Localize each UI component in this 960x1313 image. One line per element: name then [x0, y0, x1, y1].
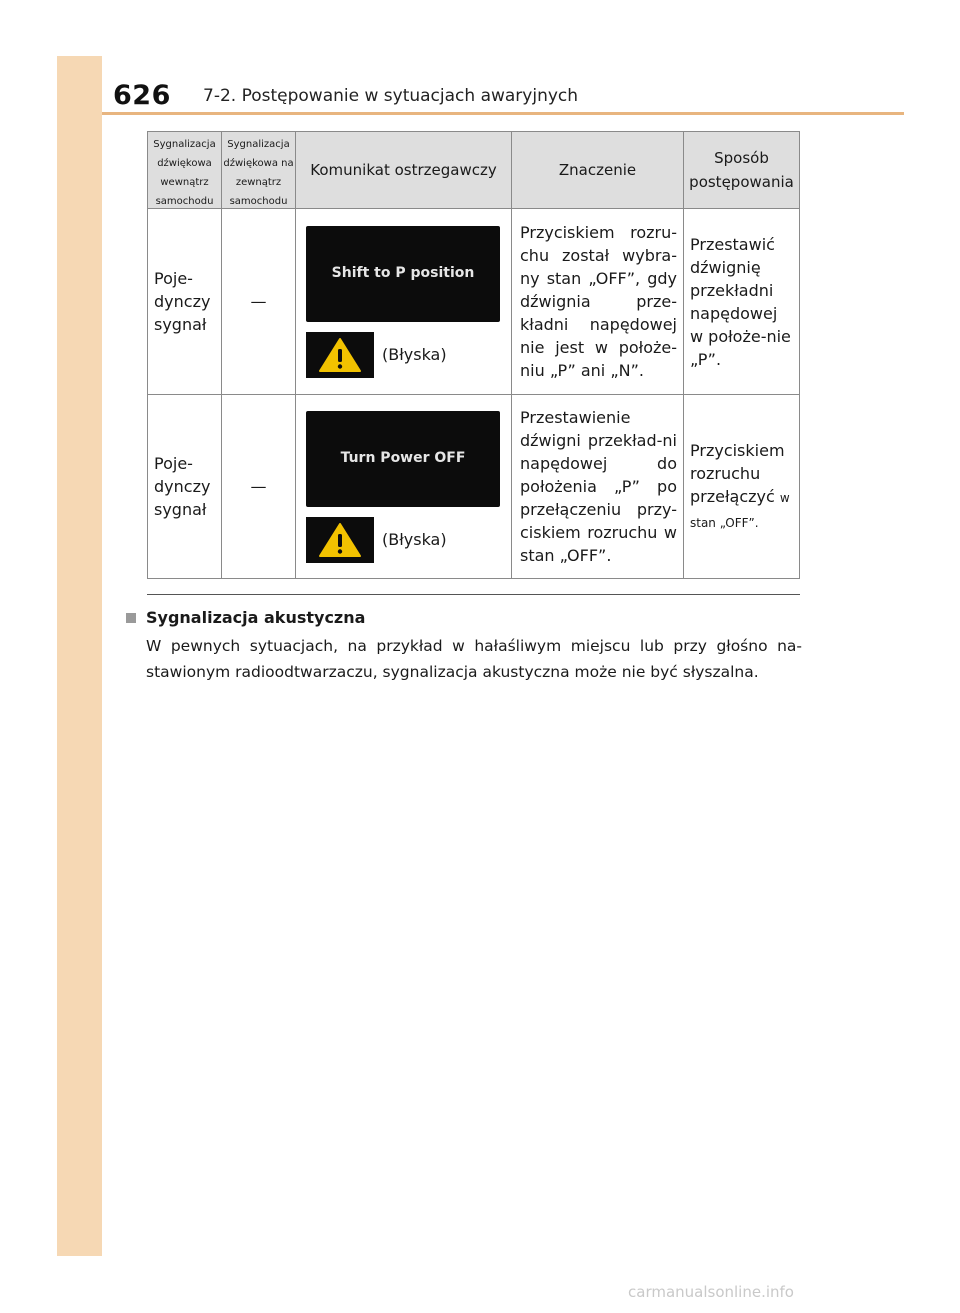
meaning-cell: Przyciskiem rozru-chu został wybra-ny stan „OFF”, gdy dźwignia prze-kładni napędowej nie jest w położe-niu „P” ani „N”. [512, 209, 684, 395]
note-title: Sygnalizacja akustyczna [146, 608, 366, 627]
internal-buzzer-cell: Poje-dynczy sygnał [148, 209, 222, 395]
external-buzzer-cell: — [222, 209, 296, 395]
watermark: carmanualsonline.info [628, 1283, 794, 1301]
warning-triangle-icon [306, 517, 374, 563]
table-header-row [148, 132, 800, 209]
meaning-cell: Przestawienie dźwigni przekład-ni napędowej do położenia „P” po przełączeniu przy-ciskiem rozruchu w stan „OFF”. [512, 395, 684, 579]
header-rule [102, 112, 904, 115]
header-meaning: Znaczenie [512, 132, 684, 209]
action-text: Przyciskiem rozruchu przełączyć [690, 440, 785, 506]
header-action: Sposób postępowania [684, 132, 800, 209]
internal-buzzer-cell: Poje-dynczy sygnał [148, 395, 222, 579]
note-body: W pewnych sytuacjach, na przykład w hałaśliwym miejscu lub przy głośno na-stawionym radioodtwarzaczu, sygnalizacja akustyczna może nie być słyszalna. [146, 637, 802, 681]
display-screen [306, 411, 500, 507]
flash-indicator [306, 332, 511, 378]
side-band [57, 56, 102, 1256]
screen-text: Turn Power OFF [340, 450, 466, 466]
screen-text: Shift to P position [331, 265, 475, 281]
flash-label: (Błyska) [382, 530, 447, 549]
table-row [148, 209, 800, 395]
header-external-buzzer: Sygnalizacja dźwiękowa na zewnątrz samochodu [222, 132, 296, 209]
warning-message-cell [296, 395, 512, 579]
page-number: 626 [113, 80, 171, 111]
flash-label: (Błyska) [382, 345, 447, 364]
action-text: Przestawić dźwignię przekładni napędowej w położe-nie „P”. [690, 234, 791, 369]
square-bullet-icon [126, 613, 136, 623]
section-title: 7-2. Postępowanie w sytuacjach awaryjnych [203, 86, 579, 106]
header-internal-buzzer: Sygnalizacja dźwiękowa wewnątrz samochodu [148, 132, 222, 209]
flash-indicator [306, 517, 511, 563]
external-buzzer-cell: — [222, 395, 296, 579]
section-divider [147, 594, 800, 595]
warning-triangle-icon [306, 332, 374, 378]
table-row [148, 395, 800, 579]
header-warning-message: Komunikat ostrzegawczy [296, 132, 512, 209]
action-cell [684, 395, 800, 579]
action-cell [684, 209, 800, 395]
action-small-text: w stan „OFF”. [690, 490, 790, 530]
warning-message-cell [296, 209, 512, 395]
display-screen [306, 226, 500, 322]
warning-table [147, 131, 800, 579]
